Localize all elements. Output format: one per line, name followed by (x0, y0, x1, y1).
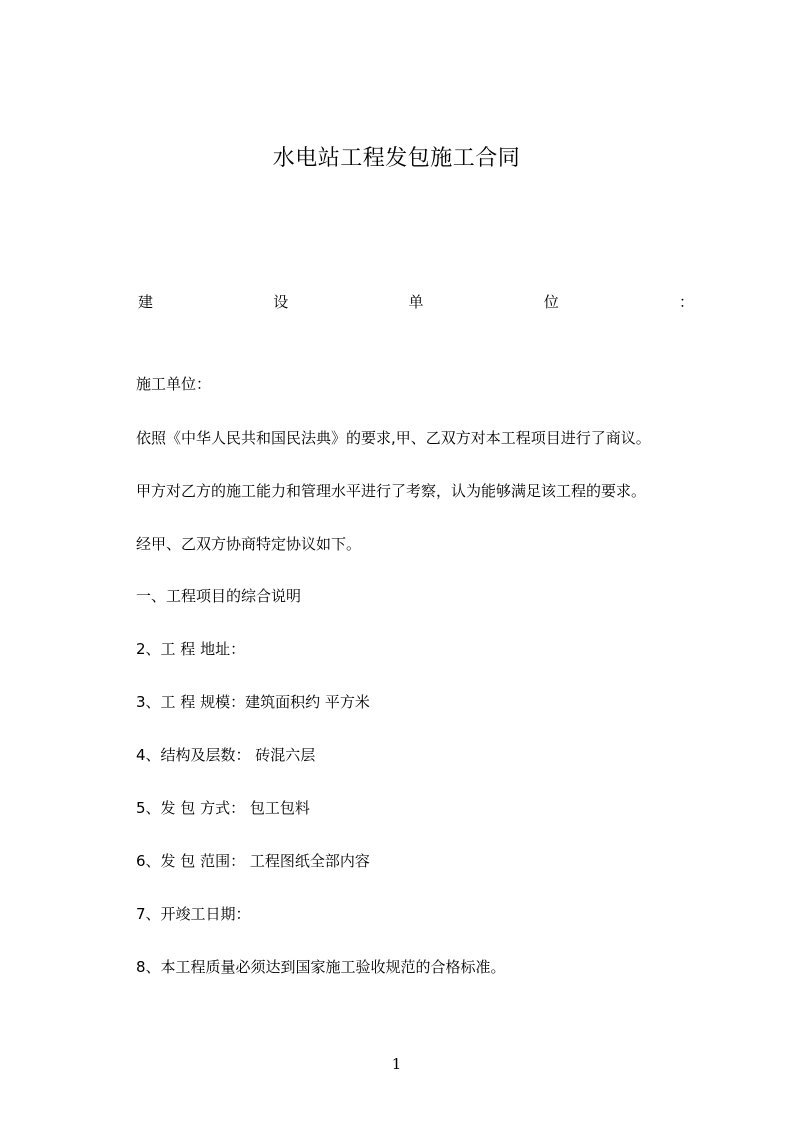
clause-project-scale: 3、工 程 规模：建筑面积约 平方米 (136, 693, 370, 711)
paragraph-legal-basis: 依照《中华人民共和国民法典》的要求,甲、乙双方对本工程项目进行了商议。 (136, 429, 651, 447)
clause-start-completion-dates: 7、开竣工日期： (136, 905, 251, 923)
clause-quality-standard: 8、本工程质量必须达到国家施工验收规范的合格标准。 (136, 958, 506, 976)
page-number: 1 (391, 1055, 402, 1073)
contractor-unit-label: 施工单位： (136, 375, 212, 393)
clause-structure-floors: 4、结构及层数： 砖混六层 (136, 746, 316, 764)
paragraph-assessment: 甲方对乙方的施工能力和管理水平进行了考察，认为能够满足该工程的要求。 (136, 482, 647, 500)
clause-contract-scope: 6、发 包 范围： 工程图纸全部内容 (136, 852, 370, 870)
document-title: 水电站工程发包施工合同 (272, 146, 521, 171)
builder-label-char: 单 (408, 293, 424, 311)
section-heading-project-overview: 一、工程项目的综合说明 (136, 587, 302, 605)
clause-contract-method: 5、发 包 方式： 包工包料 (136, 799, 310, 817)
paragraph-agreement-intro: 经甲、乙双方协商特定协议如下。 (136, 535, 362, 553)
builder-label-char: 建 (138, 293, 154, 311)
builder-label-char: ： (678, 293, 694, 311)
builder-label-char: 设 (273, 293, 289, 311)
builder-unit-label (138, 291, 694, 311)
clause-project-address: 2、工 程 地址： (136, 640, 246, 658)
builder-label-char: 位 (543, 293, 559, 311)
